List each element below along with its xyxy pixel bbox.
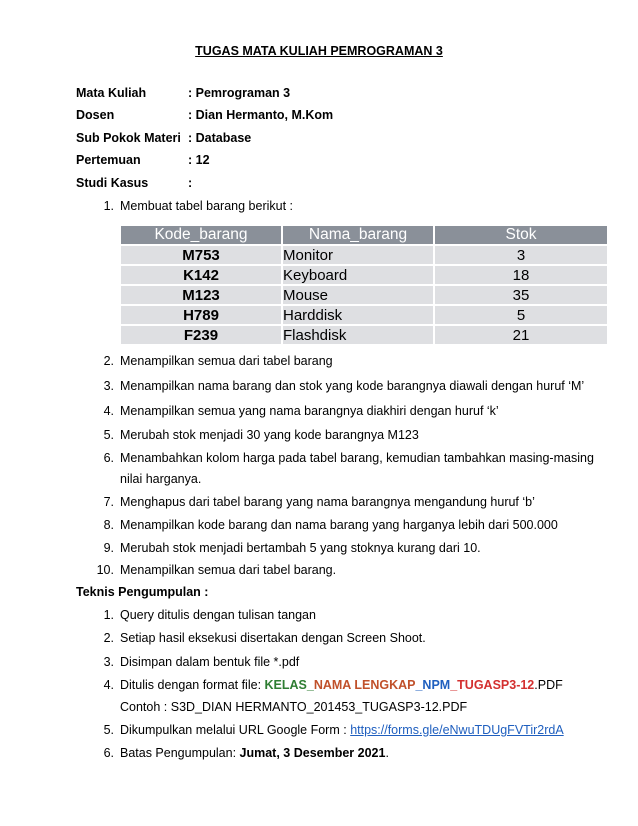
info-value: :: [188, 176, 193, 190]
cell-kode: H789: [121, 306, 283, 324]
info-pertemuan: [76, 153, 210, 167]
cell-kode: F239: [121, 326, 283, 344]
teknis-heading: Teknis Pengumpulan :: [76, 585, 209, 599]
teknis-number: 6.: [103, 746, 114, 760]
cell-kode: K142: [121, 266, 283, 284]
table-row: [121, 286, 607, 304]
info-label: Dosen: [76, 108, 115, 122]
cell-stok: 3: [435, 246, 607, 264]
teknis-number: 3.: [103, 655, 114, 669]
table-row: [121, 306, 607, 324]
barang-table: [121, 224, 607, 346]
info-value: : Database: [188, 131, 252, 145]
contoh-text: Contoh : S3D_DIAN HERMANTO_201453_TUGASP3-12.PDF: [120, 700, 468, 714]
task-number: 3.: [103, 379, 114, 393]
info-value: : Dian Hermanto, M.Kom: [188, 108, 334, 122]
format-separator: _: [306, 678, 314, 692]
task-number: 10.: [96, 563, 114, 577]
teknis-text: Disimpan dalam bentuk file *.pdf: [120, 655, 300, 669]
teknis-number: 5.: [103, 723, 114, 737]
info-dosen: [76, 108, 333, 122]
teknis-text: Setiap hasil eksekusi disertakan dengan Screen Shoot.: [120, 631, 426, 645]
task-text: Menampilkan semua yang nama barangnya diakhiri dengan huruf ‘k’: [120, 404, 499, 418]
info-sub-pokok: [76, 131, 251, 145]
url-label: Dikumpulkan melalui URL Google Form :: [120, 723, 351, 737]
format-line: [120, 678, 563, 692]
table-row: [121, 266, 607, 284]
task-number: 5.: [103, 428, 114, 442]
info-studi-kasus: [76, 176, 192, 190]
column-header: Nama_barang: [283, 226, 435, 244]
cell-nama: Flashdisk: [283, 326, 435, 344]
task-number: 9.: [103, 541, 114, 555]
info-label: Mata Kuliah: [76, 86, 147, 100]
task-text: Menampilkan nama barang dan stok yang kode barangnya diawali dengan huruf ‘M’: [120, 379, 585, 393]
task-text: Merubah stok menjadi 30 yang kode barangnya M123: [120, 428, 419, 442]
teknis-text: Query ditulis dengan tulisan tangan: [120, 608, 316, 622]
cell-nama: Keyboard: [283, 266, 435, 284]
format-separator: _: [415, 678, 423, 692]
task-number: 7.: [103, 495, 114, 509]
format-nama: NAMA LENGKAP: [313, 678, 416, 692]
teknis-number: 4.: [103, 678, 114, 692]
column-header: Stok: [435, 226, 607, 244]
format-prefix: Ditulis dengan format file:: [120, 678, 265, 692]
cell-stok: 21: [435, 326, 607, 344]
task-text: Menampilkan semua dari tabel barang.: [120, 563, 337, 577]
format-tugas: TUGASP3-12: [457, 678, 535, 692]
cell-nama: Harddisk: [283, 306, 435, 324]
table-row: [121, 246, 607, 264]
page-title: TUGAS MATA KULIAH PEMROGRAMAN 3: [195, 44, 443, 58]
task-text: Merubah stok menjadi bertambah 5 yang stoknya kurang dari 10.: [120, 541, 481, 555]
teknis-number: 2.: [103, 631, 114, 645]
format-suffix: .PDF: [534, 678, 563, 692]
column-header: Kode_barang: [121, 226, 283, 244]
info-value: : 12: [188, 153, 210, 167]
cell-stok: 35: [435, 286, 607, 304]
task-number: 4.: [103, 404, 114, 418]
table-row: [121, 326, 607, 344]
task-text: Menampilkan semua dari tabel barang: [120, 354, 333, 368]
info-label: Studi Kasus: [76, 176, 149, 190]
deadline-date: Jumat, 3 Desember 2021: [239, 746, 386, 760]
task-text: Menampilkan kode barang dan nama barang yang harganya lebih dari 500.000: [120, 518, 558, 532]
task-number: 6.: [103, 451, 114, 465]
task-text: Menghapus dari tabel barang yang nama barangnya mengandung huruf ‘b’: [120, 495, 535, 509]
deadline-line: [120, 746, 389, 760]
google-form-link[interactable]: https://forms.gle/eNwuTDUgFVTir2rdA: [350, 723, 564, 737]
info-label: Pertemuan: [76, 153, 141, 167]
task-text: Menambahkan kolom harga pada tabel barang, kemudian tambahkan masing-masing: [120, 451, 594, 465]
table-header-row: [121, 226, 607, 244]
deadline-label: Batas Pengumpulan:: [120, 746, 240, 760]
cell-nama: Mouse: [283, 286, 435, 304]
cell-kode: M123: [121, 286, 283, 304]
format-kelas: KELAS: [264, 678, 307, 692]
info-mata-kuliah: [76, 86, 290, 100]
task-text: Membuat tabel barang berikut :: [120, 199, 294, 213]
cell-nama: Monitor: [283, 246, 435, 264]
task-number: 1.: [103, 199, 114, 213]
deadline-end: .: [385, 746, 389, 760]
cell-stok: 18: [435, 266, 607, 284]
format-separator: _: [450, 678, 458, 692]
cell-stok: 5: [435, 306, 607, 324]
teknis-number: 1.: [103, 608, 114, 622]
url-line: [120, 723, 564, 737]
cell-kode: M753: [121, 246, 283, 264]
info-value: : Pemrograman 3: [188, 86, 291, 100]
info-label: Sub Pokok Materi: [76, 131, 181, 145]
task-number: 2.: [103, 354, 114, 368]
task-number: 8.: [103, 518, 114, 532]
format-npm: NPM: [422, 678, 451, 692]
task-text: nilai harganya.: [120, 472, 202, 486]
